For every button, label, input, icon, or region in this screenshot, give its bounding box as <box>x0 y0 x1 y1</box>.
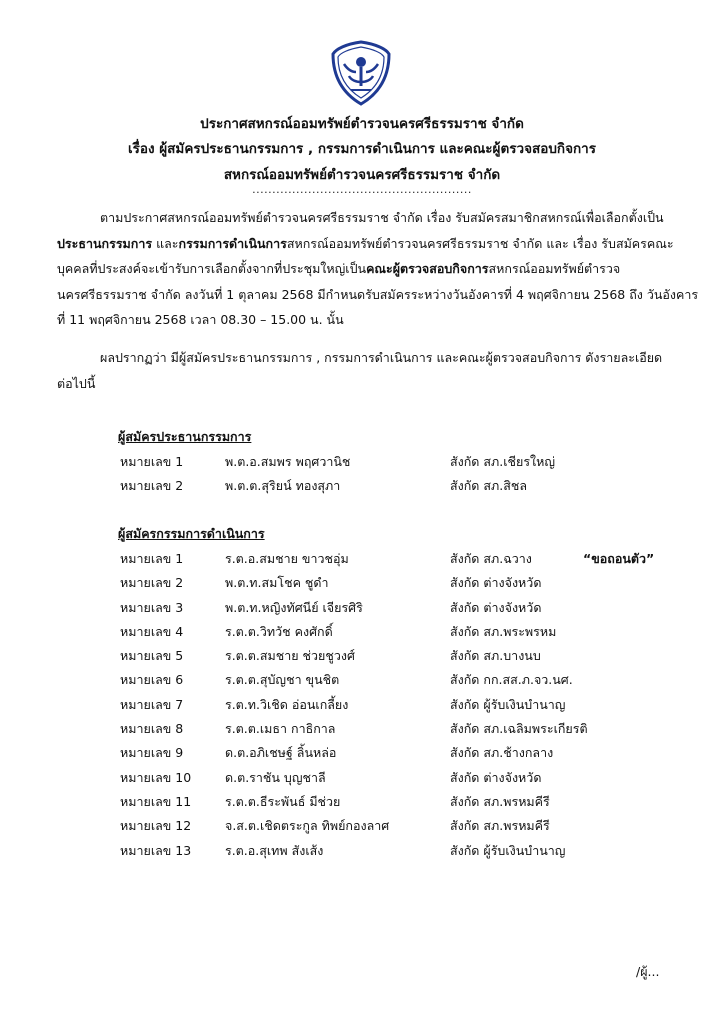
candidate-name: ร.ต.อ.สุเทพ สังเส้ง <box>225 842 324 858</box>
candidate-affiliation: สังกัด ต่างจังหวัด <box>450 575 542 591</box>
candidate-name: พ.ต.ต.สุริยน์ ทองสุภา <box>225 478 341 494</box>
candidate-row <box>120 816 680 840</box>
candidate-row <box>120 670 680 694</box>
candidate-name: พ.ต.อ.สมพร พฤศวานิช <box>225 454 351 469</box>
intro-line-5: ที่ 11 พฤศจิกายน 2568 เวลา 08.30 – 15.00 น. นั้น <box>57 312 344 327</box>
candidate-number: หมายเลข 5 <box>120 648 184 664</box>
result-line-1: ผลปรากฏว่า มีผู้สมัครประธานกรรมการ , กรรมการดำเนินการ และคณะผู้ตรวจสอบกิจการ ดังรายละเอียด <box>100 350 663 365</box>
candidate-number: หมายเลข 6 <box>120 672 184 688</box>
candidate-number: หมายเลข 2 <box>120 478 184 494</box>
candidate-number: หมายเลข 3 <box>120 599 184 615</box>
intro-line-1: ตามประกาศสหกรณ์ออมทรัพย์ตำรวจนครศรีธรรมราช จำกัด เรื่อง รับสมัครสมาชิกสหกรณ์เพื่อเลือกตั้งเป็น <box>100 210 664 225</box>
intro-line-2 <box>57 231 683 257</box>
intro-text: และ <box>152 235 179 251</box>
candidate-name: ร.ต.ต.เมธา กาธิกาล <box>225 721 336 737</box>
candidate-affiliation: สังกัด สภ.ช้างกลาง <box>450 745 554 761</box>
candidate-affiliation: สังกัด สภ.สิชล <box>450 478 528 494</box>
candidate-affiliation: สังกัด กก.สส.ภ.จว.นศ. <box>450 672 573 688</box>
withdraw-note: “ขอถอนตัว” <box>583 551 655 566</box>
announcement-organization: สหกรณ์ออมทรัพย์ตำรวจนครศรีธรรมราช จำกัด <box>223 167 501 183</box>
candidate-number: หมายเลข 2 <box>120 575 184 591</box>
candidate-name: ด.ต.อภิเชษฐ์ ลิ้นหล่อ <box>225 745 337 761</box>
announcement-title: ประกาศสหกรณ์ออมทรัพย์ตำรวจนครศรีธรรมราช จำกัด <box>200 116 524 132</box>
candidate-number: หมายเลข 8 <box>120 721 184 737</box>
candidate-number: หมายเลข 9 <box>120 745 184 761</box>
intro-line-4: นครศรีธรรมราช จำกัด ลงวันที่ 1 ตุลาคม 2568 มีกำหนดรับสมัครระหว่างวันอังคารที่ 4 พฤศจิกายน 2568 ถึง วันอังคาร <box>57 286 699 302</box>
candidate-affiliation: สังกัด สภ.บางนบ <box>450 648 541 664</box>
candidate-affiliation: สังกัด สภ.เชียรใหญ่ <box>450 454 556 469</box>
candidate-name: ร.ต.อ.สมชาย ขาวชอุ่ม <box>225 551 349 566</box>
intro-bold-auditors: คณะผู้ตรวจสอบกิจการ <box>366 261 489 276</box>
candidate-row <box>120 768 680 792</box>
chairman-candidate-list <box>120 452 680 501</box>
committee-candidate-list <box>120 549 680 865</box>
candidate-row <box>120 598 680 622</box>
section-title-chairman: ผู้สมัครประธานกรรมการ <box>118 429 252 444</box>
police-cooperative-emblem-icon <box>330 40 392 106</box>
intro-paragraph <box>57 205 699 333</box>
header-divider: ....................................................... <box>252 183 472 196</box>
intro-bold-committee: กรรมการดำเนินการ <box>178 235 287 251</box>
candidate-name: ร.ต.ต.สมชาย ช่วยชูวงศ์ <box>225 648 355 664</box>
candidate-name: ร.ต.ต.วิทวัช คงศักดิ์ <box>225 623 333 639</box>
candidate-affiliation: สังกัด สภ.พรหมคีรี <box>450 818 550 834</box>
candidate-affiliation: สังกัด สภ.เฉลิมพระเกียรติ <box>450 721 588 737</box>
candidate-number: หมายเลข 13 <box>120 842 192 858</box>
candidate-affiliation: สังกัด สภ.พระพรหม <box>450 623 557 639</box>
intro-bold-chairman: ประธานกรรมการ <box>57 235 153 251</box>
candidate-row <box>120 695 680 719</box>
candidate-number: หมายเลข 10 <box>120 769 192 785</box>
candidate-name: พ.ต.ท.หญิงทัศนีย์ เจียรศิริ <box>225 599 363 615</box>
candidate-affiliation: สังกัด ผู้รับเงินบำนาญ <box>450 696 566 712</box>
intro-text: บุคคลที่ประสงค์จะเข้ารับการเลือกตั้งจากที่ประชุมใหญ่เป็น <box>57 261 367 276</box>
candidate-number: หมายเลข 1 <box>120 551 184 566</box>
candidate-number: หมายเลข 4 <box>120 623 184 639</box>
candidate-name: ร.ต.ต.สุบัญชา ขุนชิต <box>225 672 340 688</box>
candidate-affiliation: สังกัด สภ.พรหมคีรี <box>450 793 550 809</box>
candidate-name: จ.ส.ต.เชิดตระกูล ทิพย์กองลาศ <box>225 818 390 834</box>
candidate-row <box>120 719 680 743</box>
candidate-row <box>120 792 680 816</box>
result-paragraph <box>57 345 683 396</box>
intro-text: สหกรณ์ออมทรัพย์ตำรวจ <box>488 261 621 276</box>
candidate-row <box>120 452 680 476</box>
section-title-committee: ผู้สมัครกรรมการดำเนินการ <box>118 526 265 541</box>
candidate-row <box>120 622 680 646</box>
candidate-row <box>120 476 680 500</box>
intro-line-3 <box>57 256 683 282</box>
page-continuation: /ผู้... <box>636 964 660 979</box>
candidate-row <box>120 841 680 865</box>
candidate-number: หมายเลข 11 <box>120 793 192 809</box>
candidate-name: ด.ต.ราชัน บุญชาลี <box>225 769 326 785</box>
candidate-row <box>120 573 680 597</box>
candidate-affiliation: สังกัด ต่างจังหวัด <box>450 599 542 615</box>
candidate-row <box>120 646 680 670</box>
candidate-number: หมายเลข 1 <box>120 454 184 469</box>
candidate-affiliation: สังกัด ต่างจังหวัด <box>450 769 542 785</box>
candidate-affiliation: สังกัด สภ.ฉวาง <box>450 551 532 566</box>
intro-text: สหกรณ์ออมทรัพย์ตำรวจนครศรีธรรมราช จำกัด และ เรื่อง รับสมัครคณะ <box>286 235 674 251</box>
candidate-number: หมายเลข 7 <box>120 696 184 712</box>
result-line-2: ต่อไปนี้ <box>57 375 96 391</box>
candidate-number: หมายเลข 12 <box>120 818 192 834</box>
candidate-name: ร.ต.ท.วิเชิด อ่อนเกลี้ยง <box>225 696 349 712</box>
candidate-name: ร.ต.ต.ธีระพันธ์ มีช่วย <box>225 793 341 809</box>
candidate-affiliation: สังกัด ผู้รับเงินบำนาญ <box>450 842 566 858</box>
candidate-name: พ.ต.ท.สมโชค ชูดำ <box>225 575 329 591</box>
candidate-row <box>120 743 680 767</box>
candidate-row <box>120 549 680 573</box>
announcement-subject: เรื่อง ผู้สมัครประธานกรรมการ , กรรมการดำเนินการ และคณะผู้ตรวจสอบกิจการ <box>128 141 596 157</box>
